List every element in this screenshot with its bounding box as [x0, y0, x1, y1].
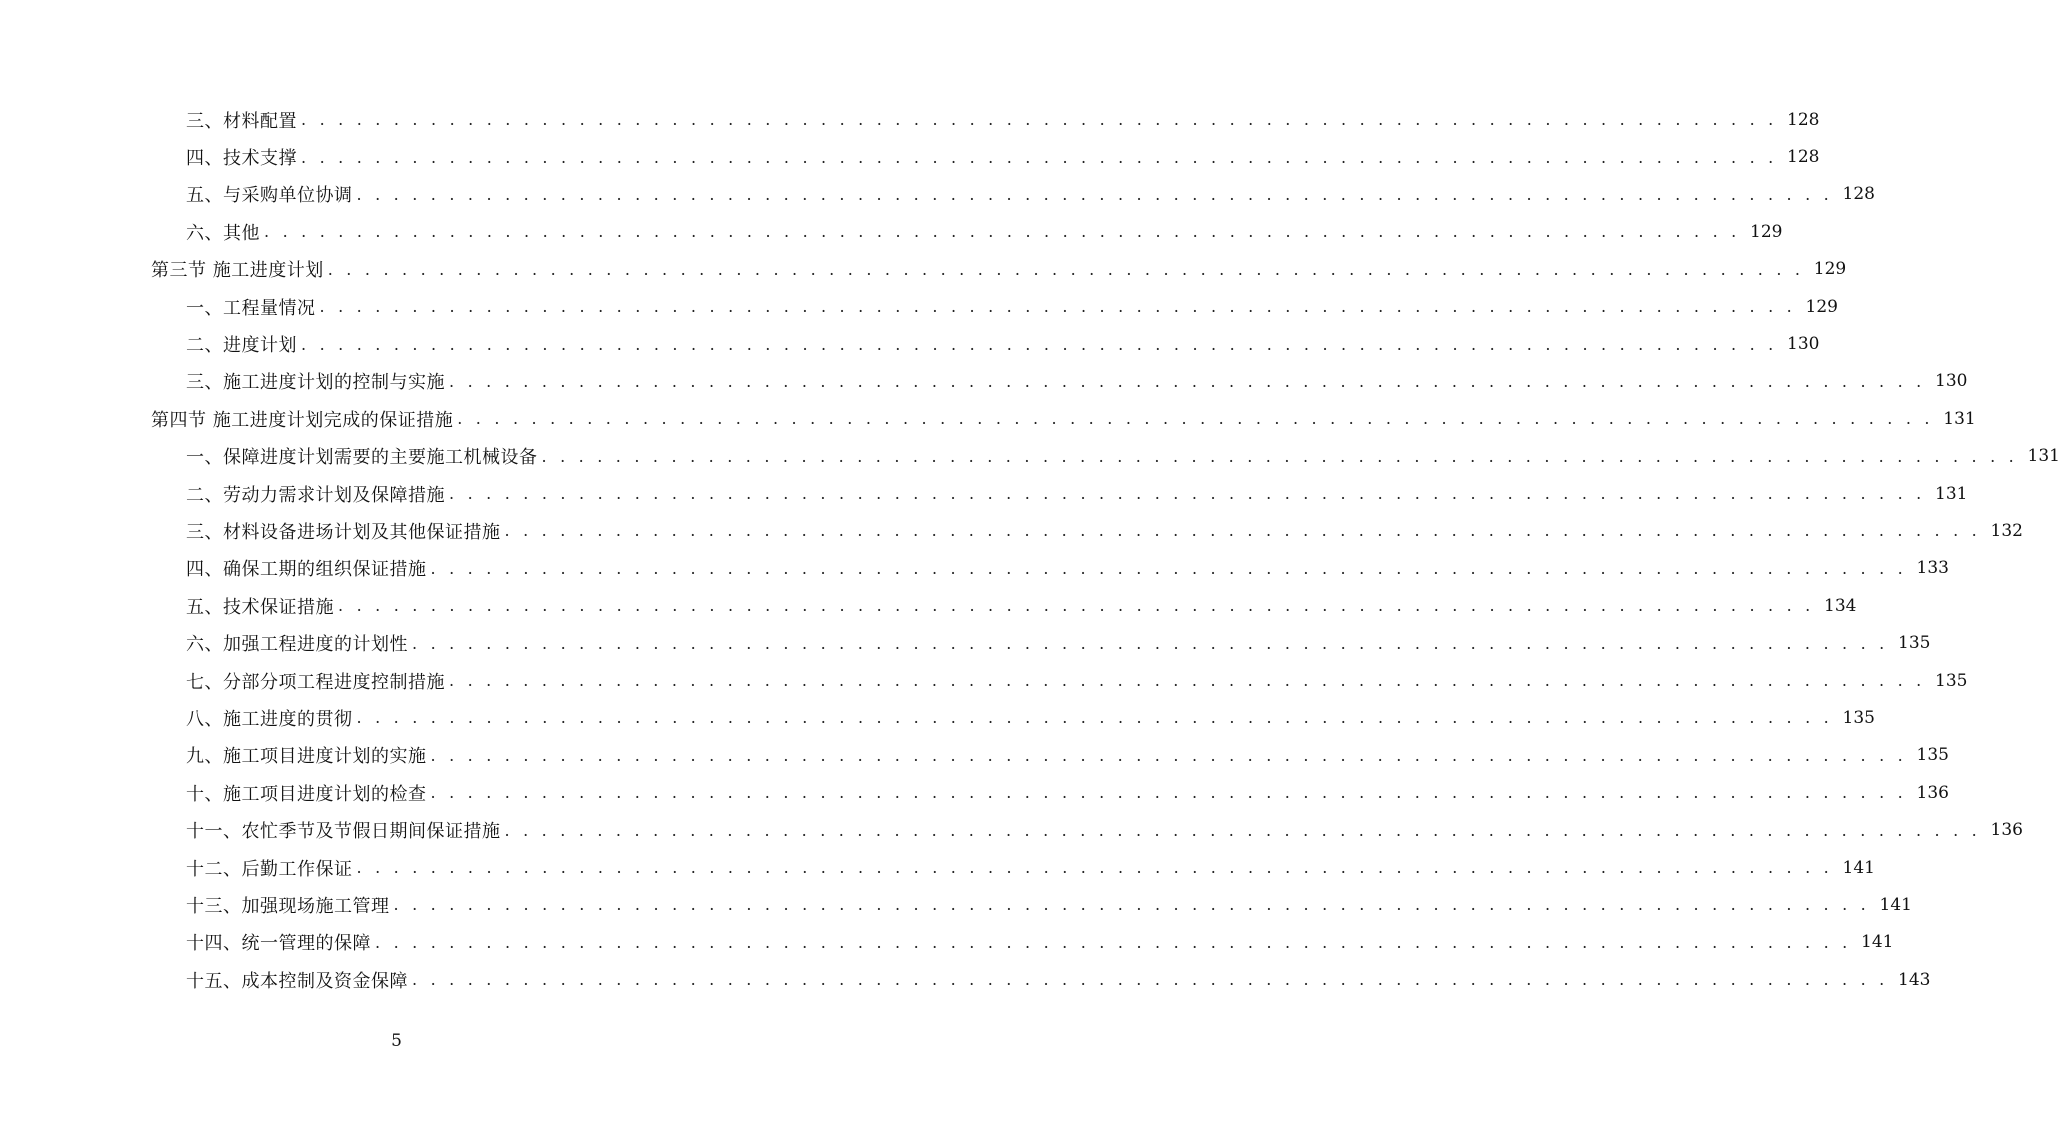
toc-entry[interactable]	[0, 288, 1838, 325]
toc-entry-title: 一、保障进度计划需要的主要施工机械设备	[186, 447, 538, 469]
toc-entry-title: 十四、统一管理的保障	[186, 933, 371, 955]
toc-entry-title: 五、技术保证措施	[186, 596, 334, 618]
toc-entry-title: 四、确保工期的组织保证措施	[186, 559, 427, 581]
toc-entry-page-number: 131	[2027, 446, 2060, 467]
toc-dot-leader: . . . . . . . . . . . . . . . . . . . . . . . . . . . . . . . . . . . . . . . . . . . . . . . . . . . . . . . . . . . . . . . . . . . . . . . . . . . . . . . .	[319, 297, 1796, 317]
toc-dot-leader: . . . . . . . . . . . . . . . . . . . . . . . . . . . . . . . . . . . . . . . . . . . . . . . . . . . . . . . . . . . . . . . . . . . . . . . . . . . . . . . .	[457, 409, 1934, 429]
toc-entry-page-number: 129	[1805, 296, 1838, 317]
toc-entry-title: 六、加强工程进度的计划性	[186, 634, 408, 656]
toc-dot-leader: . . . . . . . . . . . . . . . . . . . . . . . . . . . . . . . . . . . . . . . . . . . . . . . . . . . . . . . . . . . . . . . . . . . . . . . . . . . . . . . .	[430, 558, 1907, 578]
page-number: 5	[391, 1031, 402, 1051]
toc-entry-title: 十一、农忙季节及节假日期间保证措施	[186, 821, 501, 843]
toc-entry[interactable]	[0, 438, 2060, 475]
toc-dot-leader: . . . . . . . . . . . . . . . . . . . . . . . . . . . . . . . . . . . . . . . . . . . . . . . . . . . . . . . . . . . . . . . . . . . . . . . . . . . . . . . .	[301, 334, 1778, 354]
toc-dot-leader: . . . . . . . . . . . . . . . . . . . . . . . . . . . . . . . . . . . . . . . . . . . . . . . . . . . . . . . . . . . . . . . . . . . . . . . . . . . . . . . .	[264, 222, 1741, 242]
toc-entry-page-number: 128	[1787, 109, 1820, 130]
toc-entry-title: 八、施工进度的贯彻	[186, 708, 353, 730]
toc-entry-page-number: 135	[1916, 745, 1949, 766]
toc-section-entry[interactable]	[0, 400, 1976, 437]
toc-entry-page-number: 129	[1813, 259, 1847, 280]
toc-entry-title: 十、施工项目进度计划的检查	[186, 783, 427, 805]
toc-dot-leader: . . . . . . . . . . . . . . . . . . . . . . . . . . . . . . . . . . . . . . . . . . . . . . . . . . . . . . . . . . . . . . . . . . . . . . . . . . . . . . . .	[301, 147, 1778, 167]
toc-entry-title: 三、材料设备进场计划及其他保证措施	[186, 521, 501, 543]
toc-dot-leader: . . . . . . . . . . . . . . . . . . . . . . . . . . . . . . . . . . . . . . . . . . . . . . . . . . . . . . . . . . . . . . . . . . . . . . . . . . . . . . . .	[356, 858, 1833, 877]
toc-entry[interactable]	[0, 811, 2023, 848]
toc-entry-page-number: 131	[1935, 483, 1968, 504]
toc-entry-page-number: 132	[1990, 520, 2023, 541]
toc-dot-leader: . . . . . . . . . . . . . . . . . . . . . . . . . . . . . . . . . . . . . . . . . . . . . . . . . . . . . . . . . . . . . . . . . . . . . . . . . . . . . . . .	[504, 820, 1981, 840]
toc-entry-title: 第三节 施工进度计划	[151, 260, 324, 282]
toc-entry-title: 七、分部分项工程进度控制措施	[186, 671, 445, 693]
toc-entry-page-number: 130	[1787, 334, 1820, 355]
table-of-contents	[0, 101, 2060, 998]
toc-entry[interactable]	[0, 176, 1875, 213]
toc-entry-title: 十二、后勤工作保证	[186, 858, 353, 880]
toc-entry-page-number: 141	[1879, 894, 1912, 915]
toc-dot-leader: . . . . . . . . . . . . . . . . . . . . . . . . . . . . . . . . . . . . . . . . . . . . . . . . . . . . . . . . . . . . . . . . . . . . . . . . . . . . . . . .	[375, 932, 1852, 952]
toc-entry[interactable]	[0, 662, 1968, 699]
toc-entry-page-number: 135	[1842, 707, 1875, 728]
toc-entry[interactable]	[0, 363, 1968, 400]
toc-entry[interactable]	[0, 699, 1875, 736]
toc-dot-leader: . . . . . . . . . . . . . . . . . . . . . . . . . . . . . . . . . . . . . . . . . . . . . . . . . . . . . . . . . . . . . . . . . . . . . . . . . . . . . . . .	[327, 259, 1805, 279]
toc-dot-leader: . . . . . . . . . . . . . . . . . . . . . . . . . . . . . . . . . . . . . . . . . . . . . . . . . . . . . . . . . . . . . . . . . . . . . . . . . . . . . . . .	[338, 596, 1815, 616]
toc-entry[interactable]	[0, 325, 1820, 362]
toc-entry-page-number: 141	[1842, 857, 1875, 878]
toc-entry[interactable]	[0, 737, 1949, 774]
toc-entry-title: 四、技术支撑	[186, 148, 297, 170]
toc-dot-leader: . . . . . . . . . . . . . . . . . . . . . . . . . . . . . . . . . . . . . . . . . . . . . . . . . . . . . . . . . . . . . . . . . . . . . . . . . . . . . . . .	[449, 371, 1926, 391]
toc-dot-leader: . . . . . . . . . . . . . . . . . . . . . . . . . . . . . . . . . . . . . . . . . . . . . . . . . . . . . . . . . . . . . . . . . . . . . . . . . . . . . . . .	[449, 671, 1926, 691]
toc-entry-page-number: 135	[1898, 633, 1931, 654]
toc-dot-leader: . . . . . . . . . . . . . . . . . . . . . . . . . . . . . . . . . . . . . . . . . . . . . . . . . . . . . . . . . . . . . . . . . . . . . . . . . . . . . . . .	[449, 484, 1926, 504]
toc-entry-page-number: 135	[1935, 670, 1968, 691]
toc-entry-title: 第四节 施工进度计划完成的保证措施	[151, 409, 454, 431]
toc-entry[interactable]	[0, 587, 1857, 624]
toc-entry-page-number: 128	[1787, 147, 1820, 168]
toc-entry-page-number: 131	[1943, 408, 1976, 429]
toc-entry-title: 九、施工项目进度计划的实施	[186, 746, 427, 768]
toc-entry[interactable]	[0, 138, 1820, 175]
toc-entry-title: 十三、加强现场施工管理	[186, 895, 390, 917]
toc-entry[interactable]	[0, 101, 1820, 138]
toc-entry[interactable]	[0, 624, 1931, 661]
toc-entry[interactable]	[0, 924, 1894, 961]
toc-dot-leader: . . . . . . . . . . . . . . . . . . . . . . . . . . . . . . . . . . . . . . . . . . . . . . . . . . . . . . . . . . . . . . . . . . . . . . . . . . . . . . . .	[412, 970, 1889, 990]
toc-dot-leader: . . . . . . . . . . . . . . . . . . . . . . . . . . . . . . . . . . . . . . . . . . . . . . . . . . . . . . . . . . . . . . . . . . . . . . . . . . . . . . . .	[301, 110, 1778, 130]
toc-entry-title: 五、与采购单位协调	[186, 185, 353, 207]
toc-entry-title: 三、材料配置	[186, 110, 297, 132]
toc-entry[interactable]	[0, 512, 2023, 549]
toc-entry-page-number: 143	[1898, 969, 1931, 990]
toc-dot-leader: . . . . . . . . . . . . . . . . . . . . . . . . . . . . . . . . . . . . . . . . . . . . . . . . . . . . . . . . . . . . . . . . . . . . . . . . . . . . . . . .	[412, 633, 1889, 653]
toc-entry[interactable]	[0, 961, 1931, 998]
toc-entry-page-number: 136	[1916, 782, 1949, 803]
toc-entry[interactable]	[0, 886, 1912, 923]
toc-entry[interactable]	[0, 213, 1783, 250]
toc-dot-leader: . . . . . . . . . . . . . . . . . . . . . . . . . . . . . . . . . . . . . . . . . . . . . . . . . . . . . . . . . . . . . . . . . . . . . . . . . . . . . . . .	[393, 895, 1870, 915]
toc-entry-title: 三、施工进度计划的控制与实施	[186, 372, 445, 394]
toc-entry-page-number: 136	[1990, 820, 2023, 841]
toc-dot-leader: . . . . . . . . . . . . . . . . . . . . . . . . . . . . . . . . . . . . . . . . . . . . . . . . . . . . . . . . . . . . . . . . . . . . . . . . . . . . . . . .	[356, 708, 1833, 728]
toc-entry[interactable]	[0, 550, 1949, 587]
toc-entry[interactable]	[0, 774, 1949, 811]
toc-entry-title: 六、其他	[186, 222, 260, 244]
toc-entry-title: 二、进度计划	[186, 335, 297, 357]
toc-entry-title: 二、劳动力需求计划及保障措施	[186, 484, 445, 506]
toc-entry-page-number: 130	[1935, 371, 1968, 392]
toc-entry-page-number: 128	[1842, 184, 1875, 205]
toc-dot-leader: . . . . . . . . . . . . . . . . . . . . . . . . . . . . . . . . . . . . . . . . . . . . . . . . . . . . . . . . . . . . . . . . . . . . . . . . . . . . . . . .	[430, 745, 1907, 765]
toc-dot-leader: . . . . . . . . . . . . . . . . . . . . . . . . . . . . . . . . . . . . . . . . . . . . . . . . . . . . . . . . . . . . . . . . . . . . . . . . . . . . . . . .	[504, 521, 1981, 541]
toc-entry-title: 十五、成本控制及资金保障	[186, 970, 408, 992]
toc-dot-leader: . . . . . . . . . . . . . . . . . . . . . . . . . . . . . . . . . . . . . . . . . . . . . . . . . . . . . . . . . . . . . . . . . . . . . . . . . . . . . . . .	[430, 783, 1907, 803]
toc-entry-page-number: 129	[1750, 221, 1783, 242]
toc-dot-leader: . . . . . . . . . . . . . . . . . . . . . . . . . . . . . . . . . . . . . . . . . . . . . . . . . . . . . . . . . . . . . . . . . . . . . . . . . . . . . . . .	[541, 446, 2018, 466]
toc-entry[interactable]	[0, 475, 1968, 512]
toc-entry-page-number: 141	[1861, 932, 1894, 953]
toc-entry[interactable]	[0, 849, 1875, 886]
toc-entry-page-number: 134	[1824, 595, 1857, 616]
toc-entry-title: 一、工程量情况	[186, 297, 316, 319]
toc-entry-page-number: 133	[1916, 558, 1949, 579]
toc-section-entry[interactable]	[0, 251, 1847, 288]
toc-dot-leader: . . . . . . . . . . . . . . . . . . . . . . . . . . . . . . . . . . . . . . . . . . . . . . . . . . . . . . . . . . . . . . . . . . . . . . . . . . . . . . . .	[356, 184, 1833, 204]
